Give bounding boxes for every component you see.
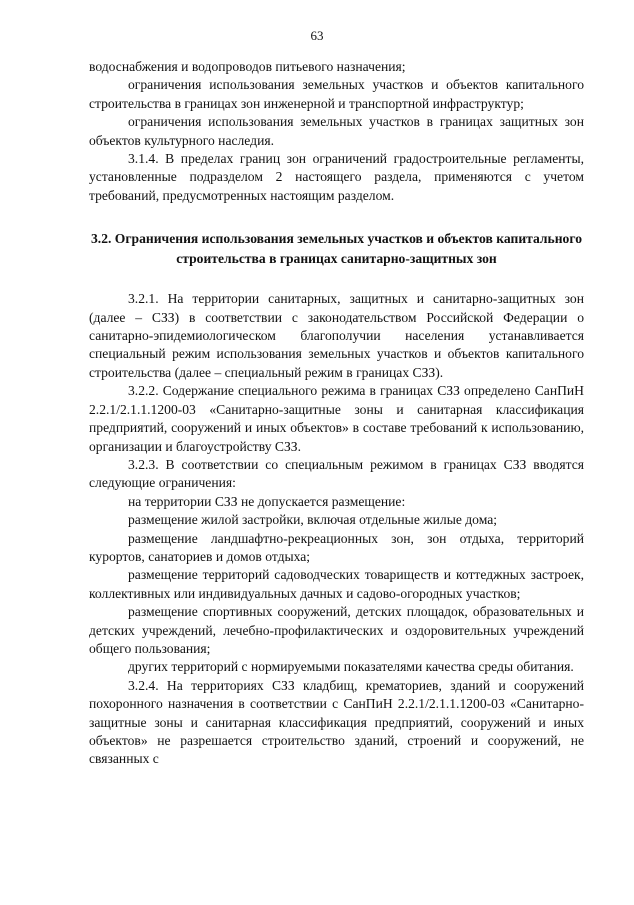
section-heading: 3.2. Ограничения использования земельных участков и объектов капитального строительства в границах санитарно-защитных зон	[91, 231, 582, 266]
paragraph: ограничения использования земельных участков в границах защитных зон объектов культурного наследия.	[89, 114, 584, 148]
list-item: размещение жилой застройки, включая отдельные жилые дома;	[128, 512, 498, 528]
list-item: размещение территорий садоводческих товариществ и коттеджных застроек, коллективных или индивидуальных дачных и садово-огородных участков;	[89, 567, 584, 601]
paragraph: на территории СЗЗ не допускается размещение:	[128, 493, 406, 509]
paragraph: 3.2.4. На территориях СЗЗ кладбищ, крематориев, зданий и сооружений похоронного назначения в соответствии с СанПиН 2.2.1/2.1.1.1200-03 «Санитарно-защитные зоны и санитарная классификация предприятий, сооружений и иных объектов» не разрешается строительство зданий, строений и сооружений, не связанных с	[89, 677, 584, 767]
document-body	[89, 58, 584, 769]
list-item: размещение спортивных сооружений, детских площадок, образовательных и детских учреждений, лечебно-профилактических и оздоровительных учреждений общего пользования;	[89, 604, 584, 656]
paragraph: 3.2.1. На территории санитарных, защитных и санитарно-защитных зон (далее – СЗЗ) в соответствии с законодательством Российской Федерации о санитарно-эпидемиологическом благополучии населения устанавливается специальный режим использования земельных участков и объектов капитального строительства (далее – специальный режим в границах СЗЗ).	[89, 291, 584, 380]
paragraph: водоснабжения и водопроводов питьевого назначения;	[89, 59, 406, 74]
list-item: других территорий с нормируемыми показателями качества среды обитания.	[128, 659, 574, 675]
paragraph: 3.1.4. В пределах границ зон ограничений градостроительные регламенты, установленные подразделом 2 настоящего раздела, применяются с учетом требований, предусмотренных настоящим разделом.	[89, 151, 584, 203]
page-number: 63	[310, 28, 324, 43]
paragraph: 3.2.3. В соответствии со специальным режимом в границах СЗЗ вводятся следующие ограничения:	[89, 456, 584, 491]
list-item: размещение ландшафтно-рекреационных зон, зон отдыха, территорий курортов, санаториев и домов отдыха;	[89, 530, 584, 564]
paragraph: 3.2.2. Содержание специального режима в границах СЗЗ определено СанПиН 2.2.1/2.1.1.1200-03 «Санитарно-защитные зоны и санитарная классификация предприятий, сооружений и иных объектов» в составе требований к использованию, организации и благоустройству СЗЗ.	[89, 383, 584, 454]
paragraph: ограничения использования земельных участков и объектов капитального строительства в границах зон инженерной и транспортной инфраструктур;	[89, 77, 584, 111]
